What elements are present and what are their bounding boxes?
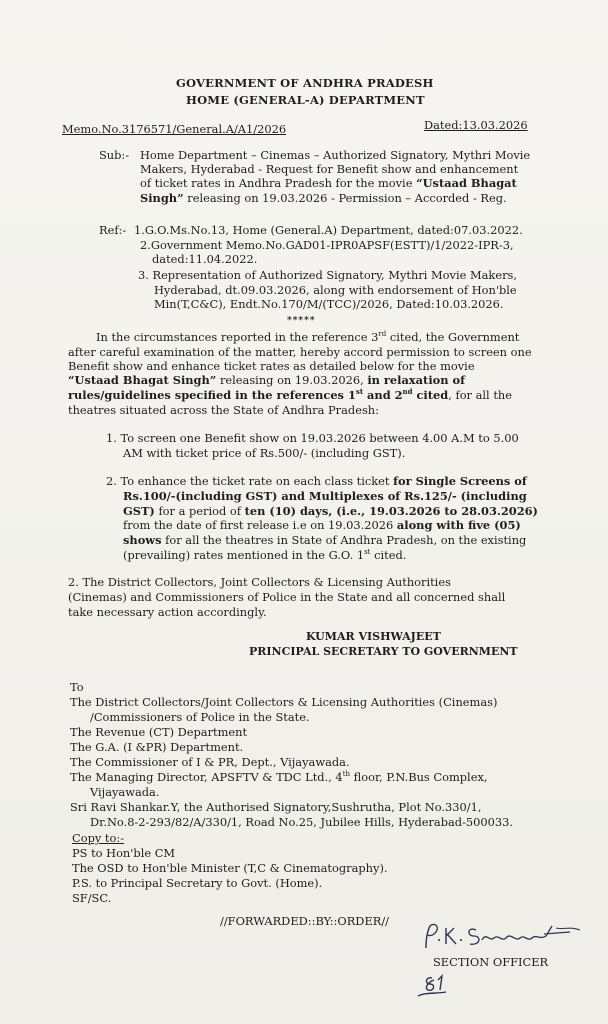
para1-line-3: Benefit show and enhance ticket rates as detailed below for the movie [68, 359, 475, 373]
subject-line-4: Singh” releasing on 19.03.2026 - Permission – Accorded - Reg. [140, 191, 507, 205]
para2-line-3: take necessary action accordingly. [68, 605, 267, 619]
subject-line-1: Home Department – Cinemas – Authorized Signatory, Mythri Movie [140, 148, 531, 162]
copy-line-1: PS to Hon'ble CM [72, 846, 176, 860]
para1-line-1: In the circumstances reported in the reference 3rd cited, the Government [96, 330, 520, 344]
item2-line-1: 2. To enhance the ticket rate on each class ticket for Single Screens of [106, 474, 527, 488]
signatory-name: KUMAR VISHWAJEET [306, 630, 441, 643]
signatory-title: PRINCIPAL SECRETARY TO GOVERNMENT [249, 645, 518, 658]
copy-line-2: The OSD to Hon'ble Minister (T,C & Cinematography). [72, 861, 388, 875]
ref-label: Ref:- [99, 223, 127, 237]
forwarded-by-order: //FORWARDED::BY::ORDER// [220, 914, 390, 928]
to-line-2: /Commissioners of Police in the State. [90, 710, 310, 724]
ref-3-line-1: 3. Representation of Authorized Signatory, Mythri Movie Makers, [138, 268, 517, 282]
item1-line-1: 1. To screen one Benefit show on 19.03.2026 between 4.00 A.M to 5.00 [106, 431, 519, 445]
handwritten-initials [412, 972, 452, 1004]
ref-1: 1.G.O.Ms.No.13, Home (General.A) Department, dated:07.03.2022. [134, 223, 523, 237]
copy-to-label: Copy to:- [72, 831, 125, 845]
item1-line-2: AM with ticket price of Rs.500/- (including GST). [123, 446, 406, 460]
copy-line-4: SF/SC. [72, 891, 112, 905]
ref-2-line-1: 2.Government Memo.No.GAD01-IPR0APSF(ESTT)/1/2022-IPR-3, [140, 238, 514, 252]
item2-line-4: from the date of first release i.e on 19.03.2026 along with five (05) [123, 518, 521, 532]
subject-label: Sub:- [99, 148, 130, 162]
item2-line-5: shows for all the theatres in State of Andhra Pradesh, on the existing [123, 533, 527, 547]
department-heading: HOME (GENERAL-A) DEPARTMENT [186, 93, 425, 107]
ref-3-line-2: Hyderabad, dt.09.03.2026, along with endorsement of Hon'ble [154, 283, 517, 297]
subject-line-2: Makers, Hyderabad - Request for Benefit show and enhancement [140, 162, 519, 176]
memo-number: Memo.No.3176571/General.A/A1/2026 [62, 122, 287, 136]
to-line-1: The District Collectors/Joint Collectors & Licensing Authorities (Cinemas) [70, 695, 498, 709]
para2-line-2: (Cinemas) and Commissioners of Police in the State and all concerned shall [68, 590, 506, 604]
to-line-6: The Managing Director, APSFTV & TDC Ltd., 4th floor, P.N.Bus Complex, [70, 770, 488, 784]
to-line-3: The Revenue (CT) Department [70, 725, 248, 739]
item2-line-6: (prevailing) rates mentioned in the G.O. 1st cited. [123, 548, 407, 562]
para1-line-5: rules/guidelines specified in the references 1st and 2nd cited, for all the [68, 387, 512, 402]
to-line-4: The G.A. (I &PR) Department. [70, 740, 244, 754]
item2-line-2: Rs.100/-(including GST) and Multiplexes of Rs.125/- (including [123, 489, 527, 503]
to-line-8: Sri Ravi Shankar.Y, the Authorised Signatory,Sushrutha, Plot No.330/1, [70, 800, 482, 814]
to-line-9: Dr.No.8-2-293/82/A/330/1, Road No.25, Jubilee Hills, Hyderabad-500033. [90, 815, 514, 829]
to-line-5: The Commissioner of I & PR, Dept., Vijayawada. [70, 755, 350, 769]
section-officer: SECTION OFFICER [433, 955, 549, 969]
ref-2-line-2: dated:11.04.2022. [152, 252, 258, 266]
memo-date: Dated:13.03.2026 [424, 118, 528, 132]
para1-line-4: “Ustaad Bhagat Singh” releasing on 19.03.2026, in relaxation of [68, 373, 465, 387]
handwritten-signature [420, 918, 600, 958]
govt-heading: GOVERNMENT OF ANDHRA PRADESH [176, 76, 434, 90]
copy-line-3: P.S. to Principal Secretary to Govt. (Home). [72, 876, 323, 890]
para1-line-2: after careful examination of the matter, hereby accord permission to screen one [68, 345, 532, 359]
subject-line-3: of ticket rates in Andhra Pradesh for the movie “Ustaad Bhagat [140, 176, 517, 190]
para1-line-6: theatres situated across the State of Andhra Pradesh: [68, 403, 379, 417]
to-label: To [70, 680, 84, 694]
to-line-7: Vijayawada. [90, 785, 160, 799]
ref-3-line-3: Min(T,C&C), Endt.No.170/M/(TCC)/2026, Dated:10.03.2026. [154, 297, 504, 311]
separator-stars: ***** [287, 316, 316, 326]
item2-line-3: GST) for a period of ten (10) days, (i.e., 19.03.2026 to 28.03.2026) [123, 504, 538, 518]
para2-line-1: 2. The District Collectors, Joint Collectors & Licensing Authorities [68, 575, 451, 589]
